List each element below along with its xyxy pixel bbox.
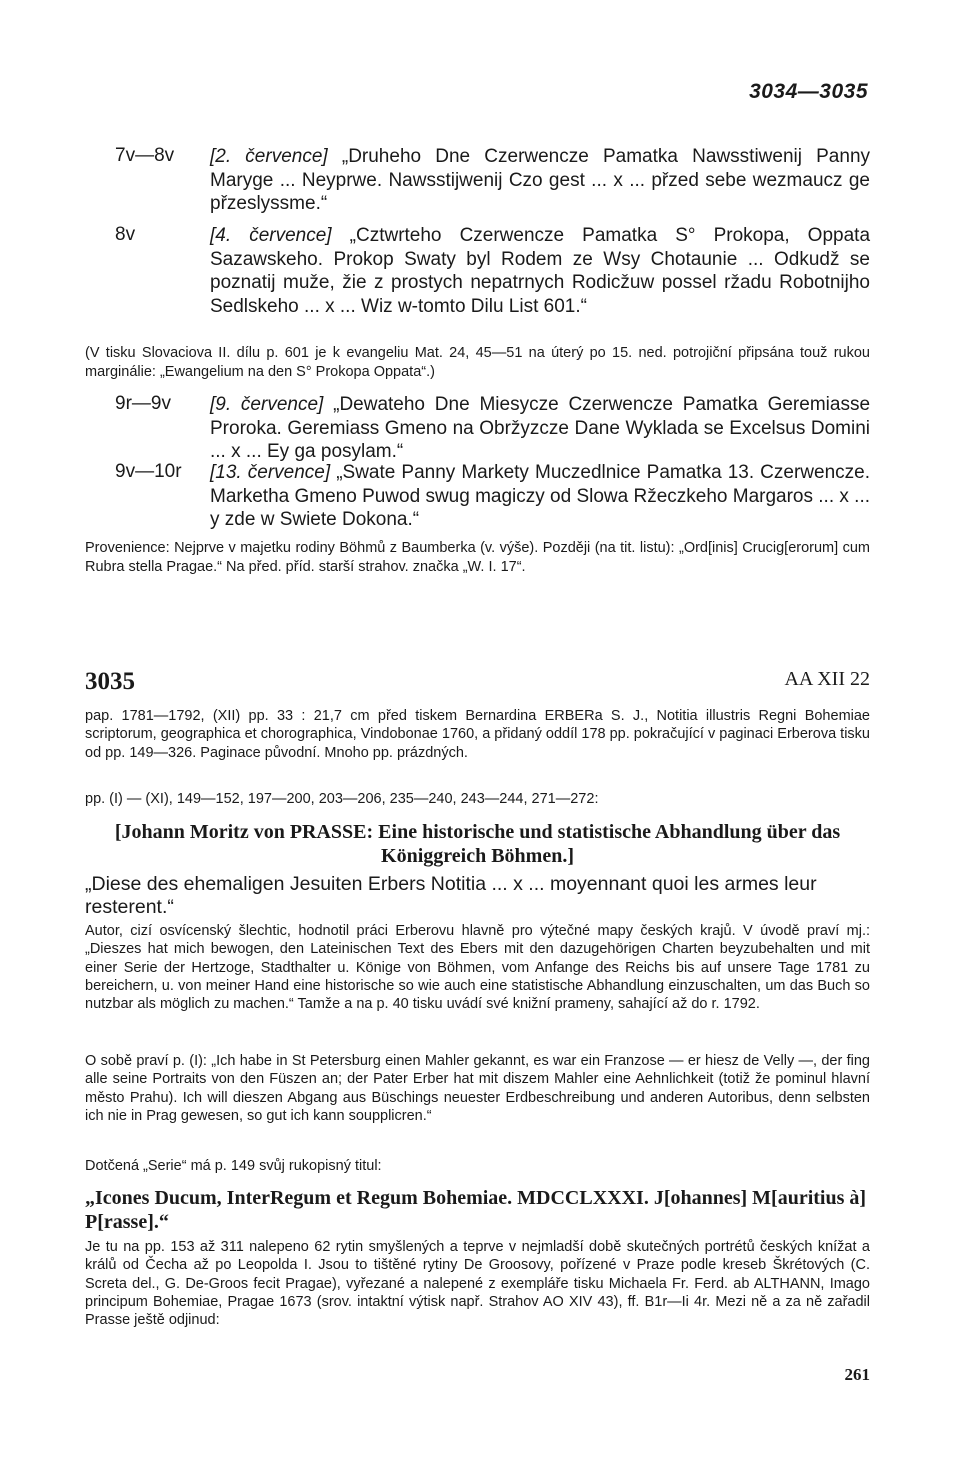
serie-note: Dotčená „Serie“ má p. 149 svůj rukopisný titul: bbox=[85, 1158, 382, 1174]
engravings-note: Je tu na pp. 153 až 311 nalepeno 62 rytin smyšlených a teprve v nejmladší době skutečných portrétů českých knížat a králů od Čecha až po Leopolda I. Jsou to tištěné rytiny De Groosovy, pořízené v Praze podle kreseb Škrétových (C. Screta del., G. De-Groos fecit Pragae), vyřezané a nalepené z exempláře tisku Michaela Fr. Ferd. ab ALTHANN, Imago principum Bohemiae, Pragae 1673 (srov. intaktní výtisk např. Strahov AO XIV 43), ff. B1r—Ii 4r. Mezi ně a za ně zařadil Prasse ještě odjinud: bbox=[85, 1239, 870, 1329]
entry-body: „Cztwrteho Czerwencze Pamatka S° Prokopa, Oppata Sazawskeho. Prokop Swaty byl Rodem ze Wsy Chotaunie ... Odkudž se poznatij muže, žie z prostych nepatrnych Rodicžuw possel ržadu Robotnijho Sedlskeho ... x ... Wiz w-tomto Dilu List 601.“ bbox=[210, 225, 871, 317]
entry-7v-8v bbox=[115, 145, 870, 216]
entry-date: [4. července] bbox=[210, 225, 332, 246]
folio-reference: 8v bbox=[115, 224, 136, 245]
entry-text bbox=[210, 224, 870, 318]
entry-date: [13. července] bbox=[210, 462, 331, 483]
entry-9v-10r bbox=[115, 461, 870, 532]
entry-8v bbox=[115, 224, 870, 318]
entry-body: „Druheho Dne Czerwencze Pamatka Nawsstiwenij Panny Maryge ... Neyprwe. Nawsstijwenij Czo gest ... x ... přzed sebe wezmaucz ge přzeslyssme.“ bbox=[210, 146, 871, 214]
empty-pages-list: pp. (I) — (XI), 149—152, 197—200, 203—206, 235—240, 243—244, 271—272: bbox=[85, 791, 599, 807]
entry-body: „Dewateho Dne Miesycze Czerwencze Pamatka Geremiasse Proroka. Geremiass Gmeno na Obržyzcze Dane Wyklada se Excelsus Domini ... x ... Ey ga posylam.“ bbox=[210, 394, 871, 462]
provenance-note: Provenience: Nejprve v majetku rodiny Böhmů z Baumberka (v. výše). Později (na tit. listu): „Ord[inis] Crucig[erorum] cum Rubra stella Pragae.“ Na před. příd. starší strahov. značka „W. I. 17“. bbox=[85, 540, 870, 575]
incipit: „Diese des ehemaligen Jesuiten Erbers Notitia ... x ... moyennant quoi les armes leur resterent.“ bbox=[85, 873, 817, 918]
print-note: (V tisku Slovaciova II. dílu p. 601 je k evangeliu Mat. 24, 45—51 na úterý po 15. ned. potrojiční připsána touž rukou marginálie: „Ewangelium na den S° Prokopa Oppata“.) bbox=[85, 345, 870, 380]
manuscript-title: „Icones Ducum, InterRegum et Regum Bohemiae. MDCCLXXXI. J[ohannes] M[auritius à] P[rasse].“ bbox=[85, 1187, 867, 1233]
folio-reference: 9v—10r bbox=[115, 461, 182, 482]
folio-reference: 7v—8v bbox=[115, 145, 175, 166]
work-title: [Johann Moritz von PRASSE: Eine historische und statistische Abhandlung über das Königgreich Böhmen.] bbox=[114, 821, 841, 867]
self-description-note: O sobě praví p. (I): „Ich habe in St Petersburg einen Mahler gekannt, es war ein Franzose — er hiesz de Velly —, der fing alle seine Portraits von den Füszen an; der Pater Erber hat mit diszem Mahler eine Aehnlichkeit (totiž že pominul hlavní město Prahu). Ich will dieszen Abgang aus Büschings neuester Erdbeschreibung und anderen Autoribus, denn selbsten ich nie in Prag gewesen, so gut ich kann soupplicren.“ bbox=[85, 1053, 870, 1124]
entry-text bbox=[210, 461, 870, 532]
entry-9r-9v bbox=[115, 393, 870, 464]
page-number: 261 bbox=[844, 1365, 870, 1384]
folio-reference: 9r—9v bbox=[115, 393, 171, 414]
physical-description: pap. 1781—1792, (XII) pp. 33 : 21,7 cm před tiskem Bernardina ERBERa S. J., Notitia illustris Regni Bohemiae scriptorum, geographica et chorographica, Vindobonae 1760, a přidaný oddíl 178 pp. pokračující v paginaci Erberova tisku od pp. 149—326. Paginace původní. Mnoho pp. prázdných. bbox=[85, 708, 870, 761]
entry-text bbox=[210, 145, 870, 216]
author-note: Autor, cizí osvícenský šlechtic, hodnotil práci Erberovu hlavně pro výtečné mapy českých krajů. V úvodě praví mj.: „Dieszes hat mich bewogen, den Lateinischen Text des Ebers mit den dazugehörigen Charten beyzubehalten und mit einer Serie der Hertzoge, Stadthalter u. Könige von Böhmen, vom Anfange des Reichs bis auf unsere Tage 1781 zu bereichern, u. von meiner Hand eine historische so wie auch eine statistische Abhandlung einzuschalten, um das Buch so nutzbar als möglich zu machen.“ Tamže a na p. 40 tisku uvádí své knižní prameny, sahající až do r. 1792. bbox=[85, 923, 870, 1013]
running-head: 3034—3035 bbox=[749, 80, 868, 103]
entry-number: 3035 bbox=[85, 668, 135, 695]
entry-text bbox=[210, 393, 870, 464]
entry-date: [9. července] bbox=[210, 394, 324, 415]
entry-date: [2. července] bbox=[210, 146, 328, 167]
entry-body: „Swate Panny Markety Muczedlnice Pamatka 13. Czerwencze. Marketha Gmeno Puwod swug magiczy od Slowa Ržeczkeho Margaros ... x ... y zde w Swiete Dokona.“ bbox=[210, 462, 871, 530]
shelfmark: AA XII 22 bbox=[784, 668, 870, 690]
